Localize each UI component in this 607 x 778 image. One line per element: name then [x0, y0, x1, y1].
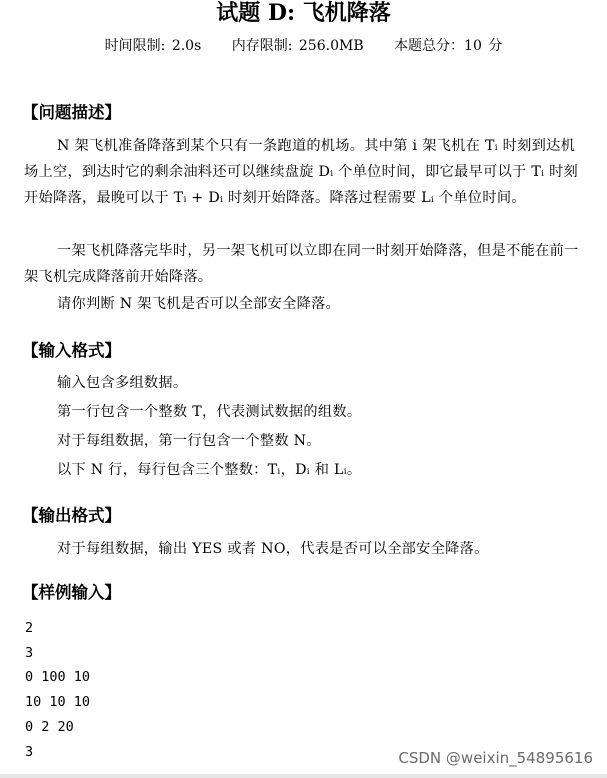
input-line-2: 第一行包含一个整数 T，代表测试数据的组数。 [57, 404, 362, 420]
sample-input-line: 0 2 20 [25, 719, 74, 735]
sample-input-line: 2 [25, 620, 34, 636]
problem-heading: 【问题描述】 [22, 103, 121, 122]
problem-title: 试题 D: 飞机降落 [216, 0, 391, 26]
sample-input-line: 3 [25, 645, 34, 661]
problem-paragraph-2: 一架飞机降落完毕时，另一架飞机可以立即在同一时刻开始降落，但是不能在前一架飞机完成降落前开始降落。 [24, 243, 579, 285]
input-line-3: 对于每组数据，第一行包含一个整数 N。 [57, 433, 321, 449]
input-format-heading: 【输入格式】 [22, 341, 121, 360]
bottom-divider [0, 774, 607, 778]
sample-input-line: 0 100 10 [25, 669, 91, 685]
sample-input-line: 10 10 10 [25, 694, 91, 710]
problem-meta [0, 36, 607, 56]
sample-input-heading: 【样例输入】 [22, 583, 121, 602]
memory-limit: 内存限制: 256.0MB [231, 38, 364, 54]
total-score: 本题总分：10 分 [394, 38, 503, 54]
problem-paragraph-1: N 架飞机准备降落到某个只有一条跑道的机场。其中第 i 架飞机在 Tᵢ 时刻到达机场上空，到达时它的剩余油料还可以继续盘旋 Dᵢ 个单位时间，即它最早可以于 Tᵢ 时刻开始降落，最晚可以于 Tᵢ + Dᵢ 时刻开始降落。降落过程需要 Lᵢ 个单位时间。 [24, 138, 579, 206]
output-format-heading: 【输出格式】 [22, 506, 121, 525]
output-line-1: 对于每组数据，输出 YES 或者 NO，代表是否可以全部安全降落。 [57, 541, 489, 557]
input-line-1: 输入包含多组数据。 [57, 375, 188, 391]
time-limit: 时间限制: 2.0s [104, 38, 202, 54]
csdn-watermark: CSDN @weixin_54895616 [398, 749, 593, 767]
sample-input-line: 3 [25, 744, 34, 760]
input-line-4: 以下 N 行，每行包含三个整数：Tᵢ，Dᵢ 和 Lᵢ。 [57, 462, 362, 478]
problem-paragraph-3: 请你判断 N 架飞机是否可以全部安全降落。 [57, 296, 341, 312]
